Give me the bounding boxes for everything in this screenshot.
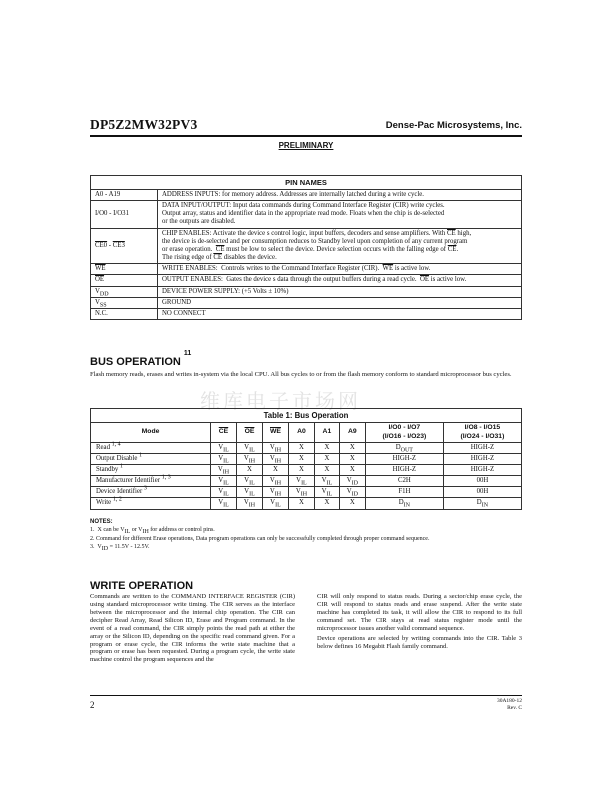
a1-cell (314, 464, 339, 475)
oe-cell (236, 498, 262, 509)
desc-cell: GROUND (158, 297, 522, 308)
text: IH (222, 469, 230, 476)
text: or V (130, 527, 143, 534)
text: X (247, 465, 252, 473)
text: 11 (183, 350, 192, 357)
text: 00H (476, 488, 489, 496)
oe-cell (236, 487, 262, 498)
text: IH (274, 480, 282, 487)
text: C2H (397, 477, 411, 485)
bus-operation-heading (90, 350, 192, 368)
pin-cell: $\overline{WE}$ (91, 264, 158, 275)
text: IL (124, 529, 131, 536)
table-row (91, 228, 522, 264)
text: I/O8 - I/O15 (464, 424, 501, 432)
text: X (349, 465, 355, 473)
mode-cell (91, 476, 211, 487)
text: (I/O24 - I/O31) (460, 432, 505, 440)
a1-cell (314, 476, 339, 487)
text: V (321, 488, 327, 496)
table-row (91, 286, 522, 297)
desc-cell: ADDRESS INPUTS: for memory address. Addresses are internally latched during a write cycle. (158, 190, 522, 201)
text: V (346, 477, 352, 485)
a9-cell (339, 453, 365, 464)
pin-cell: I/O0 - I/O31 (91, 201, 158, 228)
text: V (269, 477, 275, 485)
pin-cell (91, 228, 158, 264)
mode-cell (91, 453, 211, 464)
pin-cell (91, 297, 158, 308)
text: 1, 3 (161, 474, 171, 481)
pin-names-table (90, 175, 522, 320)
a0-cell (288, 464, 314, 475)
ce-cell (211, 498, 237, 509)
text: 1 (119, 463, 123, 470)
text: IL (326, 480, 333, 487)
a1-cell (314, 453, 339, 464)
text: X (349, 454, 355, 462)
we-cell (262, 487, 288, 498)
hi-cell (443, 453, 521, 464)
table-row (91, 453, 522, 464)
text: V (218, 454, 224, 462)
mode-cell (91, 442, 211, 453)
a0-cell (288, 453, 314, 464)
text: 1 (139, 452, 143, 459)
desc-line: DATA INPUT/OUTPUT: Input data commands during Command Interface Register (CIR) write cycles. (162, 202, 445, 210)
text: X (324, 454, 330, 462)
desc-line (162, 230, 517, 238)
text: SS (99, 302, 107, 309)
text: ID (351, 480, 358, 487)
mode-cell (91, 464, 211, 475)
ce-cell (211, 476, 237, 487)
we-cell (262, 498, 288, 509)
text: is active low. (429, 276, 467, 284)
write-op-right-column (317, 593, 522, 652)
lo-cell (365, 453, 443, 464)
footer-rule (90, 695, 522, 696)
text: IL (326, 491, 333, 498)
text: IL (249, 447, 255, 454)
text: D (395, 443, 401, 451)
hi-cell (443, 464, 521, 475)
text: . (456, 245, 459, 253)
col-header: A1 (314, 423, 339, 442)
desc-cell: NO CONNECT (158, 308, 522, 319)
col-header: A9 (339, 423, 365, 442)
a0-cell (288, 487, 314, 498)
text: IH (274, 447, 282, 454)
text: V (95, 298, 100, 306)
text: disables the device. (222, 254, 277, 262)
text: IH (274, 458, 282, 465)
col-header: $\overline{CE}$ (211, 423, 237, 442)
text: 1, 2 (112, 497, 122, 504)
text: IN (481, 502, 489, 509)
lo-cell (365, 487, 443, 498)
text: D (398, 499, 404, 507)
header-rule (90, 135, 522, 137)
write-op-left-column (90, 593, 295, 666)
note-2: 2. Command for different Erase operations, Data program operations can only be successfully completed through proper command sequence. (90, 535, 430, 542)
text: X (349, 499, 355, 507)
text: D (476, 499, 482, 507)
we-cell (262, 442, 288, 453)
text: IL (223, 458, 229, 465)
a9-cell (339, 476, 365, 487)
hi-cell (443, 442, 521, 453)
text: HIGH-Z (470, 443, 495, 451)
text: IL (223, 447, 229, 454)
pin-sep: - (107, 241, 113, 249)
we-cell (262, 476, 288, 487)
table-row (91, 442, 522, 453)
pin-cell (91, 286, 158, 297)
text: Write (96, 499, 112, 507)
text: 1. X can be V (90, 527, 125, 534)
text: IL (249, 480, 255, 487)
text: V (244, 443, 250, 451)
table-row (91, 308, 522, 319)
table-row (91, 264, 522, 275)
text: IH (248, 458, 256, 465)
text: 1, 4 (111, 441, 121, 448)
page-number: 2 (90, 700, 95, 710)
text: Output Disable (96, 454, 138, 462)
text: OUTPUT ENABLES: Gates the device s data through the output buffers during a read cycle. (162, 276, 420, 284)
a0-cell (288, 476, 314, 487)
bus-table-body (91, 442, 522, 509)
write-operation-heading: WRITE OPERATION (90, 580, 194, 592)
oe-cell (236, 453, 262, 464)
text: V (295, 488, 301, 496)
mode-cell (91, 498, 211, 509)
a0-cell (288, 442, 314, 453)
a1-cell (314, 442, 339, 453)
text: IH (142, 529, 149, 536)
text: X (298, 499, 304, 507)
col-header (365, 423, 443, 442)
desc-line (162, 246, 517, 254)
text: V (244, 477, 250, 485)
ce-cell (211, 453, 237, 464)
text: WRITE ENABLES: Controls writes to the Command Interface Register (CIR). (162, 265, 383, 273)
lo-cell (365, 498, 443, 509)
col-header: $\overline{OE}$ (236, 423, 262, 442)
a9-cell (339, 464, 365, 475)
text: HIGH-Z (470, 465, 495, 473)
text: V (243, 454, 249, 462)
we-cell (262, 453, 288, 464)
desc-cell (158, 275, 522, 286)
pin-cell: A0 - A19 (91, 190, 158, 201)
text: Rev. C (507, 705, 522, 712)
table-row (91, 476, 522, 487)
text: HIGH-Z (470, 454, 495, 462)
lo-cell (365, 476, 443, 487)
lo-cell (365, 442, 443, 453)
col-header: A0 (288, 423, 314, 442)
table-row (91, 275, 522, 286)
text: V (321, 477, 327, 485)
text: ID (101, 546, 109, 553)
notes-title: NOTES: (90, 519, 113, 525)
text: IH (248, 502, 256, 509)
col-header: $\overline{WE}$ (262, 423, 288, 442)
text: IL (223, 502, 229, 509)
text: $\overline{CE}$ (213, 254, 223, 262)
hi-cell (443, 476, 521, 487)
text: $\overline{WE}$ (382, 265, 394, 273)
bus-operation-text: Flash memory reads, erases and writes in-system via the local CPU. All bus cycles to or from the flash memory conform to standard microprocessor bus cycles. (90, 371, 512, 378)
text: X (298, 443, 304, 451)
text: V (243, 499, 249, 507)
text: X (324, 443, 330, 451)
text: V (269, 488, 275, 496)
text: Standby (96, 465, 119, 473)
text: IL (223, 480, 229, 487)
a9-cell (339, 442, 365, 453)
desc-cell (158, 228, 522, 264)
preliminary-label: PRELIMINARY (278, 141, 334, 150)
text: or erase operation. (162, 245, 216, 253)
ce-cell (211, 442, 237, 453)
text: CHIP ENABLES: Activate the device s control logic, input buffers, decoders and sense amplifiers. With (162, 229, 448, 237)
text: V (269, 443, 275, 451)
text: ID (351, 491, 358, 498)
text: V (217, 465, 223, 473)
text: $\overline{CE}$ (447, 229, 456, 237)
text: 00H (476, 477, 489, 485)
table-row (91, 297, 522, 308)
text: 3. V (90, 544, 102, 551)
a9-cell (339, 498, 365, 509)
pin-cell: $\overline{OE}$ (91, 275, 158, 286)
text: Manufacturer Identifier (96, 477, 160, 485)
text: V (218, 477, 224, 485)
text: X (324, 465, 330, 473)
paragraph: Device operations are selected by writing commands into the CIR. Table 3 below defines 16 Megabit Flash family command. (317, 634, 522, 650)
text: V (346, 488, 352, 496)
lo-cell (365, 464, 443, 475)
a1-cell (314, 498, 339, 509)
company-name: Dense-Pac Microsystems, Inc. (385, 120, 522, 131)
text: V (269, 454, 275, 462)
oe-cell (236, 442, 262, 453)
text: X (324, 499, 330, 507)
table-row (91, 464, 522, 475)
hi-cell (443, 487, 521, 498)
pin-names-title: PIN NAMES (91, 176, 522, 190)
desc-cell (158, 201, 522, 228)
table-row (91, 190, 522, 201)
desc-line (162, 254, 517, 262)
text: IH (274, 491, 282, 498)
text: IL (249, 491, 255, 498)
text: is active low. (393, 265, 431, 273)
col-header (443, 423, 521, 442)
text: V (95, 287, 100, 295)
pin-ce3: CE3 (112, 241, 125, 249)
text: HIGH-Z (392, 454, 417, 462)
desc-cell: DEVICE POWER SUPPLY: (+5 Volts ± 10%) (158, 286, 522, 297)
part-number-title: DP5Z2MW32PV3 (90, 117, 198, 132)
text: IH (300, 491, 308, 498)
text: for address or control pins. (148, 527, 215, 534)
a0-cell (288, 498, 314, 509)
col-header: Mode (91, 423, 211, 442)
paragraph: Commands are written to the COMMAND INTERFACE REGISTER (CIR) using standard microprocessor write timing. The CIR serves as the interface between the microprocessor and the internal chip operation. The CIR can decipher Read Array, Read Silicon ID, Erase and Program command. In the event of a read command, the CIR simply points the read path at either the array or the Silicon ID, depending on the specific read command given. For a program or erase cycle, the CIR informs the write state machine that a program or erase has been requested. During a program cycle, the write state machine control the program sequences and the (90, 593, 295, 664)
header-row (91, 423, 522, 442)
a9-cell (339, 487, 365, 498)
text: DD (99, 290, 109, 297)
text: OUT (400, 447, 413, 454)
hi-cell (443, 498, 521, 509)
text: F1H (398, 488, 411, 496)
oe-cell (236, 476, 262, 487)
text: V (218, 443, 224, 451)
text: 3 (143, 486, 147, 493)
text: BUS OPERATION (90, 356, 181, 368)
text: V (218, 499, 224, 507)
ce-cell (211, 464, 237, 475)
text: I/O0 - I/O7 (388, 424, 421, 432)
text: IL (301, 480, 307, 487)
text: IN (403, 502, 410, 509)
oe-cell (236, 464, 262, 475)
text: Device Identifier (96, 488, 143, 496)
text: V (244, 488, 250, 496)
text: $\overline{CE}$ (215, 245, 225, 253)
text: = 11.5V - 12.5V. (108, 544, 150, 551)
text: X (298, 454, 304, 462)
text: X (273, 465, 278, 473)
desc-line: or the outputs are disabled. (162, 218, 236, 226)
text: V (270, 499, 276, 507)
desc-line: the device is de-selected and per consumption reduces to Standby level upon completion of any current program (162, 237, 468, 245)
ce-cell (211, 487, 237, 498)
text: must be low to select the device. Device selection occurs with the falling edge of (224, 245, 448, 253)
text: HIGH-Z (392, 465, 417, 473)
text: The rising edge of (162, 254, 214, 262)
note-3 (90, 543, 522, 551)
watermark: 维库电子市场网 (200, 389, 361, 413)
text: IL (275, 502, 281, 509)
text: 30A180-12 (496, 698, 522, 704)
desc-line: Output array, status and identifier data in the appropriate read mode. Floats when the chip is de-selected (162, 210, 445, 218)
text: $\overline{CE}$ (447, 245, 457, 253)
pin-cell: N.C. (91, 308, 158, 319)
we-cell (262, 464, 288, 475)
text: X (349, 443, 355, 451)
text: Read (96, 443, 110, 451)
desc-cell (158, 264, 522, 275)
table-caption: Table 1: Bus Operation (91, 409, 522, 423)
text: (I/O16 - I/O23) (382, 432, 427, 440)
note-1 (90, 526, 522, 534)
paragraph: CIR will only respond to status reads. During a sector/chip erase cycle, the CIR will respond to status reads and erase suspend. After the write state machine has completed its task, it will allow the CIR to respond to its full command set. The CIR stays at read status register mode until the microprocessor issues another valid command sequence. (317, 593, 522, 632)
bus-operation-table (90, 408, 522, 510)
notes (90, 518, 522, 552)
a1-cell (314, 487, 339, 498)
text: high, (455, 229, 472, 237)
text: X (298, 465, 304, 473)
document-number (497, 698, 522, 712)
mode-cell (91, 487, 211, 498)
table-row (91, 487, 522, 498)
table-row (91, 498, 522, 509)
text: $\overline{OE}$ (419, 276, 430, 284)
text: V (296, 477, 302, 485)
text: IL (223, 491, 229, 498)
text: V (218, 488, 224, 496)
table-row (91, 201, 522, 228)
pin-ce0: CE0 (95, 241, 108, 249)
